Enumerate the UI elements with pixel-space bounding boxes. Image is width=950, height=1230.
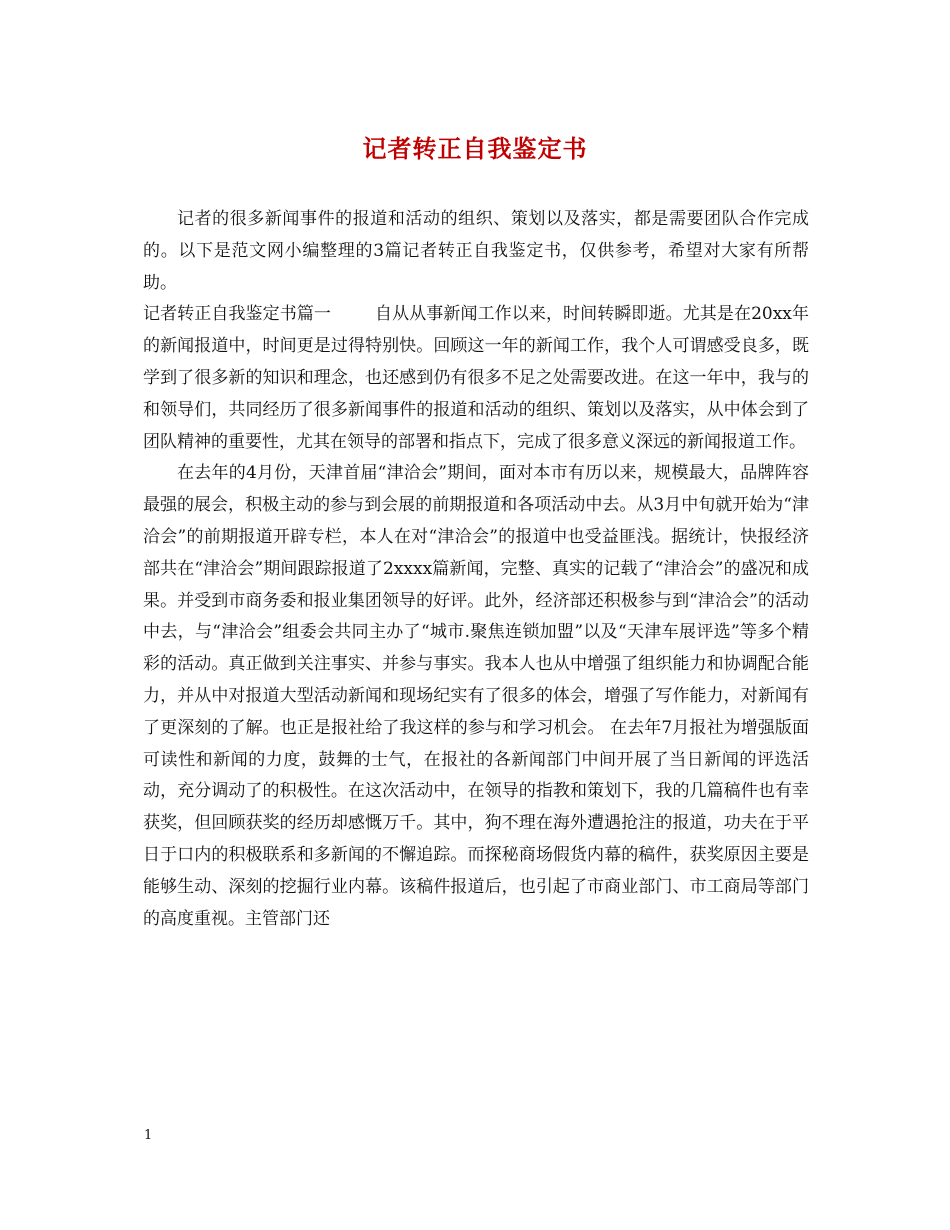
body-paragraph-two: 在去年的4月份，天津首届“津洽会”期间，面对本市有历以来，规模最大，品牌阵容最强的展会，积极主动的参与到会展的前期报道和各项活动中去。从3月中旬就开始为“津洽会”的前期报道开辟专栏，本人在对“津洽会”的报道中也受益匪浅。据统计，快报经济部共在“津洽会”期间跟踪报道了2xxxx篇新闻，完整、真实的记载了“津洽会”的盛况和成果。并受到市商务委和报业集团领导的好评。此外，经济部还积极参与到“津洽会”的活动中去，与“津洽会”组委会共同主办了“城市.聚焦连锁加盟”以及“天津车展评选”等多个精彩的活动。真正做到关注事实、并参与事实。我本人也从中增强了组织能力和协调配合能力，并从中对报道大型活动新闻和现场纪实有了很多的体会，增强了写作能力，对新闻有了更深刻的了解。也正是报社给了我这样的参与和学习机会。 在去年7月报社为增强版面可读性和新闻的力度，鼓舞的士气，在报社的各新闻部门中间开展了当日新闻的评选活动，充分调动了的积极性。在这次活动中，在领导的指教和策划下，我的几篇稿件也有幸获奖，但回顾获奖的经历却感慨万千。其中，狗不理在海外遭遇抢注的报道，功夫在于平日于口内的积极联系和多新闻的不懈追踪。而探秘商场假货内幕的稿件，获奖原因主要是能够生动、深刻的挖掘行业内幕。该稿件报道后，也引起了市商业部门、市工商局等部门的高度重视。主管部门还 <box>143 463 809 929</box>
intro-paragraph: 记者的很多新闻事件的报道和活动的组织、策划以及落实，都是需要团队合作完成的。以下是范文网小编整理的3篇记者转正自我鉴定书，仅供参考，希望对大家有所帮助。 <box>143 209 809 293</box>
section-one-heading: 记者转正自我鉴定书篇一 <box>143 304 332 325</box>
section-one-paragraph <box>143 299 809 458</box>
page-number: 1 <box>144 1128 153 1143</box>
document-title: 记者转正自我鉴定书 <box>362 134 588 163</box>
section-one-text: 自从从事新闻工作以来，时间转瞬即逝。尤其是在20xx年的新闻报道中，时间更是过得特别快。回顾这一年的新闻工作，我个人可谓感受良多，既学到了很多新的知识和理念，也还感到仍有很多不足之处需要改进。在这一年中，我与的和领导们，共同经历了很多新闻事件的报道和活动的组织、策划以及落实，从中体会到了团队精神的重要性，尤其在领导的部署和指点下，完成了很多意义深远的新闻报道工作。 <box>143 304 809 452</box>
document-body <box>143 204 809 935</box>
